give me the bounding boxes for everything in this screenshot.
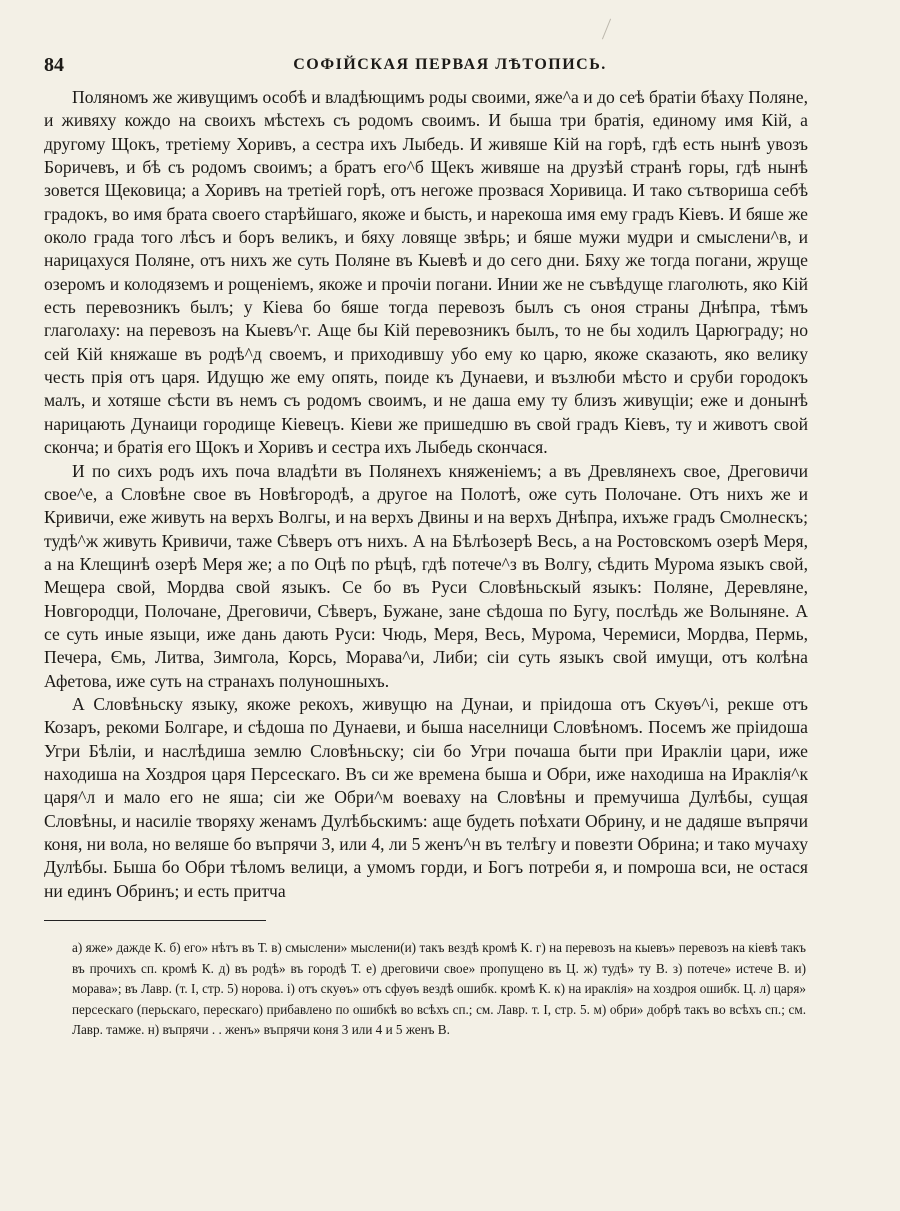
running-title: СОФІЙСКАЯ ПЕРВАЯ ЛѢТОПИСЬ.	[293, 56, 607, 73]
main-text	[44, 86, 808, 903]
paragraph: А Словѣньску языку, якоже рекохъ, живущю на Дунаи, и пріидоша отъ Скуѳъ^і, рекше отъ Козаръ, рекоми Болгаре, и сѣдоша по Дунаеви, и быша населници Словѣномъ. Посемъ же пріидоша Угри Бѣліи, и наслѣдиша землю Словѣньску; сіи бо Угри почаша быти при Иракліи цари, иже находиша на Хоздроя царя Персескаго. Въ си же времена быша и Обри, иже находиша на Ираклія^к царя^л и мало его не яша; сіи же Обри^м воеваху на Словѣны и премучиша Дулѣбы, сущая Словѣны, и насиліе творяху женамъ Дулѣбьскимъ: аще будеть поѣхати Обрину, и не дадяше въпрячи коня, ни вола, но веляше бо въпрячи 3, или 4, ли 5 женъ^н въ телѣгу и повезти Обрина; и тако мучаху Дулѣбы. Быша бо Обри тѣломъ велици, а умомъ горди, и Богъ потреби я, и помроша вси, не остася ни единъ Обринъ; и есть притча	[44, 693, 808, 901]
footnote-divider	[44, 920, 266, 921]
page-number: 84	[44, 54, 64, 76]
footnotes	[72, 938, 806, 1041]
footnote-text: а) яже» дажде К. б) его» нѣтъ въ Т. в) смыслени» мыслени(и) такъ вездѣ кромѣ К. г) на перевозъ на кыевъ» перевозъ на кіевѣ такъ въ прочихъ сп. кромѣ К. д) въ родѣ» въ городѣ Т. е) дреговичи свое» пропущено въ Ц. ж) тудѣ» ту В. з) потече» истече В. и) морава»; въ Лавр. (т. I, стр. 5) норова. і) отъ скуѳъ» отъ сфуѳъ вездѣ ошибк. кромѣ К. к) на ираклія» на хоздроя ошибк. Ц. л) царя» персескаго (перьскаго, перескаго) прибавлено по ошибкѣ во всѣхъ сп.; см. Лавр. т. I, стр. 5. м) обри» добрѣ такъ во всѣхъ сп.; см. Лавр. тамже. н) въпрячи . . женъ» въпрячи коня 3 или 4 и 5 женъ В.	[72, 940, 806, 1038]
page-header	[44, 54, 856, 78]
paragraph: Поляномъ же живущимъ особѣ и владѣющимъ роды своими, яже^а и до сеѣ братіи бѣаху Поляне, и живяху кождо на своихъ мѣстехъ съ родомъ своимъ. И быша три братія, единому имя Кій, а другому Щокъ, третіему Хоривъ, а сестра ихъ Лыбедь. И живяше Кій на горѣ, гдѣ есть нынѣ увозъ Боричевъ, и бѣ съ родомъ своимъ; а братъ его^б Щекъ живяше на друзѣй странѣ горы, гдѣ нынѣ зовется Щековица; а Хоривъ на третіей горѣ, отъ негоже прозвася Хоривица. И тако сътвориша себѣ градокъ, во имя брата своего старѣйшаго, якоже и бысть, и нарекоша имя ему градъ Кіевъ. И бяше же около града того лѣсъ и боръ великъ, и бяху ловяще звѣрь; и бяше мужи мудри и смыслени^в, и нарицахуся Поляне, отъ нихъ же суть Поляне въ Кыевѣ и до сего дни. Бяху же тогда погани, жруще озеромъ и колодяземъ и рощеніемъ, якоже и прочіи погани. Инии же не съвѣдуще глаголють, яко Кій есть перевозникъ былъ; у Кіева бо бяше тогда перевозъ былъ съ оноя страны Днѣпра, тѣмъ глаголаху: на перевозъ на Кыевъ^г. Аще бы Кій перевозникъ былъ, то не бы ходилъ Царюграду; но сей Кій княжаше въ родѣ^д своемъ, и приходившу убо ему ко царю, якоже сказають, яко велику честь прія отъ царя. Идущю же ему опять, поиде къ Дунаеви, и възлюби мѣсто и сруби городокъ малъ, и хотяше сѣсти въ немъ съ родомъ своимъ, и не даша ему ту близъ живущіи; еже и донынѣ нарицають Дунаици городище Кіевецъ. Кіеви же пришедшю въ свой градъ Кіевъ, ту и животъ свой скончa; и братія его Щокъ и Хоривъ и сестра ихъ Лыбедь скончася.	[44, 87, 808, 458]
scan-mark	[602, 19, 611, 40]
paragraph: И по сихъ родъ ихъ поча владѣти въ Полянехъ княженіемъ; а въ Древлянехъ свое, Дреговичи свое^е, а Словѣне свое въ Новѣгородѣ, а другое на Полотѣ, оже суть Полочане. Отъ нихъ же и Кривичи, еже живуть на верхъ Волгы, и на верхъ Двины и на верхъ Днѣпра, ихъже градъ Смолнескъ; тудѣ^ж живуть Кривичи, таже Сѣверъ отъ нихъ. А на Бѣлѣозерѣ Весь, а на Ростовскомъ озерѣ Меря, а на Клещинѣ озерѣ Меря же; а по Оцѣ по рѣцѣ, гдѣ потече^з въ Волгу, сѣдить Мурома языкъ свой, Мещера свой, Мордва свой языкъ. Се бо въ Руси Словѣньскый языкъ: Поляне, Деревляне, Новгородци, Полочане, Дреговичи, Сѣверъ, Бужане, зане сѣдоша по Бугу, послѣдь же Волыняне. А се суть иные языци, иже дань дають Руси: Чюдь, Меря, Весь, Мурома, Черемиси, Мордва, Пермь, Печера, Ємь, Литва, Зимгола, Корсь, Морава^и, Либи; сіи суть языкъ свой имущи, отъ колѣна Афетова, иже суть на странахъ полуношныхъ.	[44, 460, 808, 691]
